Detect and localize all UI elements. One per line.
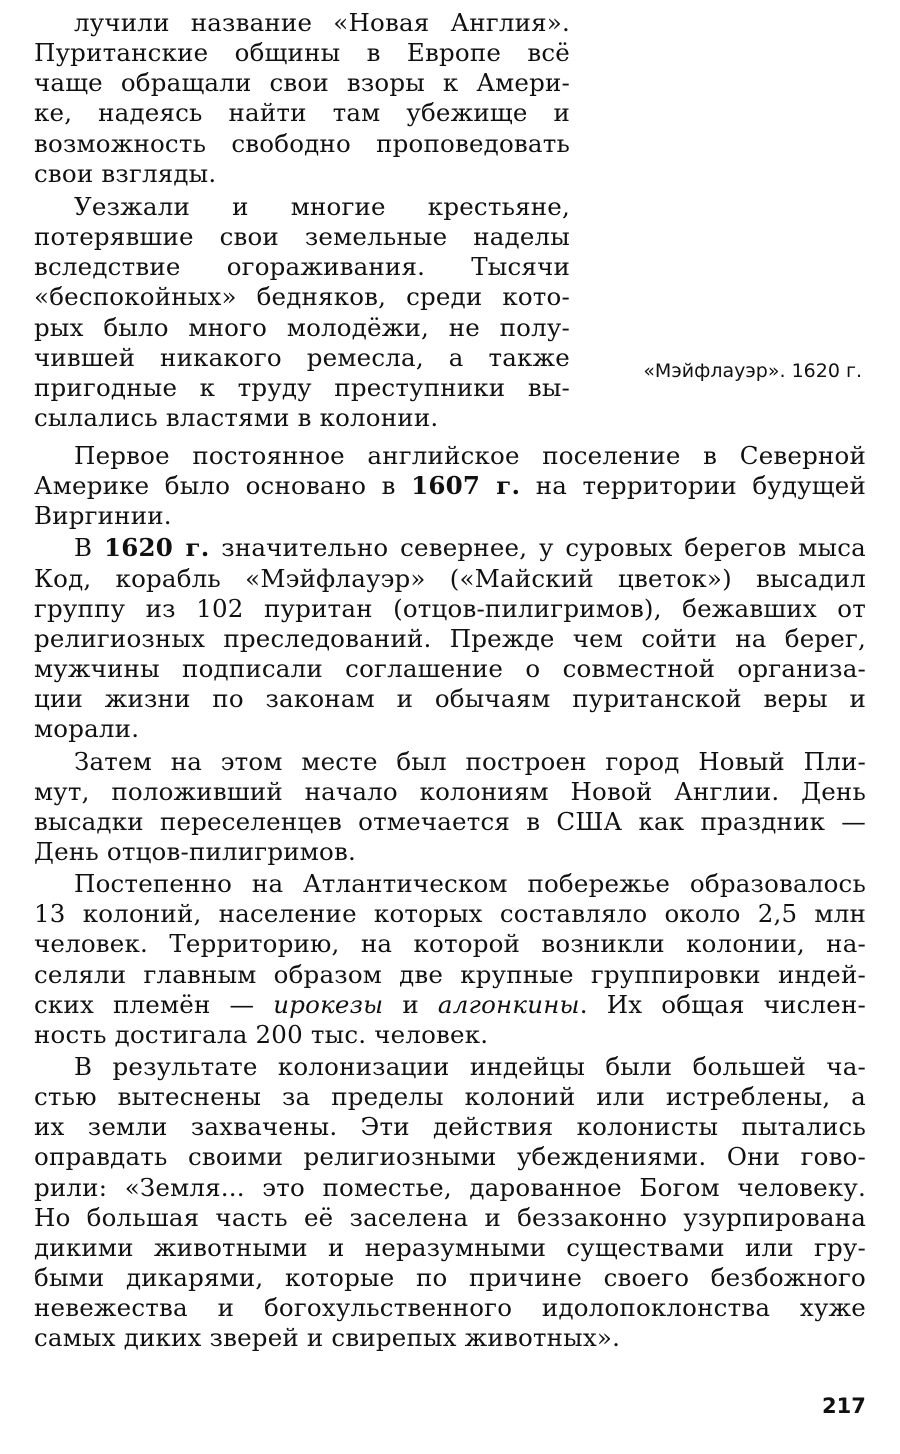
text-line: Пуританские общины в Европе всё [34,38,570,68]
page-number: 217 [822,1394,866,1418]
text-line: Виргинии. [34,501,172,531]
text-line: пригодные к труду преступники вы- [34,372,570,402]
text-line: самых диких зверей и свирепых животных». [34,1323,621,1353]
text-line: вследствие огораживания. Тысячи [34,252,570,282]
text-line: высадки переселенцев отмечается в США как праздник — [34,806,866,836]
text-line: ке, надеясь найти там убежище и [34,98,570,128]
text-line: стью вытеснены за пределы колоний или истреблены, а [34,1082,866,1112]
text-line: сылались властями в колонии. [34,402,439,432]
text-line: селяли главным образом две крупные группировки индей- [34,959,866,989]
text-line: ских племён — ирокезы и алгонкины. Их общая числен- [34,989,866,1019]
text-line: группу из 102 пуритан (отцов-пилигримов), бежавших от [34,593,866,623]
text-line: чаще обращали свои взоры к Амери- [34,68,570,98]
text-line: 13 колоний, население которых составляло около 2,5 млн [34,899,866,929]
text-line: оправдать своими религиозными убеждениями. Они гово- [34,1142,866,1172]
figure-caption: «Мэйфлауэр». 1620 г. [643,360,862,382]
text-line: рили: «Земля... это поместье, дарованное Богом человеку. [34,1172,866,1202]
text-line: Постепенно на Атлантическом побережье образовалось [74,869,866,899]
text-line: мужчины подписали соглашение о совместной организа- [34,654,866,684]
text-line: Америке было основано в 1607 г. на территории будущей [34,471,866,501]
text-line: морали. [34,714,140,744]
text-line: быми дикарями, которые по причине своего безбожного [34,1263,866,1293]
text-line: Но большая часть её заселена и беззаконно узурпирована [34,1202,866,1232]
text-line: ции жизни по законам и обычаям пуританской веры и [34,684,866,714]
text-line: невежества и богохульственного идолопоклонства хуже [34,1293,866,1323]
text-line: Уезжали и многие крестьяне, [74,191,570,221]
text-line: религиозных преследований. Прежде чем сойти на берег, [34,623,866,653]
text-line: День отцов-пилигримов. [34,836,356,866]
text-line: «беспокойных» бедняков, среди кото- [34,282,570,312]
text-line: мут, положивший начало колониям Новой Англии. День [34,776,866,806]
text-line: их земли захвачены. Эти действия колонисты пытались [34,1112,866,1142]
text-line: Первое постоянное английское поселение в Северной [74,441,866,470]
text-line: чившей никакого ремесла, а также [34,342,570,372]
text-line: Затем на этом месте был построен город Новый Пли- [74,746,866,776]
text-line: человек. Территорию, на которой возникли колонии, на- [34,929,866,959]
text-line: ность достигала 200 тыс. человек. [34,1019,489,1049]
text-line: потерявшие свои земельные наделы [34,222,570,252]
text-line: лучили название «Новая Англия». [74,8,570,37]
text-line: В 1620 г. значительно севернее, у суровых берегов мыса [74,533,866,563]
text-line: Код, корабль «Мэйфлауэр» («Майский цветок») высадил [34,563,866,593]
text-line: свои взгляды. [34,158,217,188]
text-line: В результате колонизации индейцы были большей ча- [74,1052,866,1081]
text-line: рых было много молодёжи, не полу- [34,312,570,342]
text-line: дикими животными и неразумными существами или гру- [34,1232,866,1262]
text-line: возможность свободно проповедовать [34,128,570,158]
